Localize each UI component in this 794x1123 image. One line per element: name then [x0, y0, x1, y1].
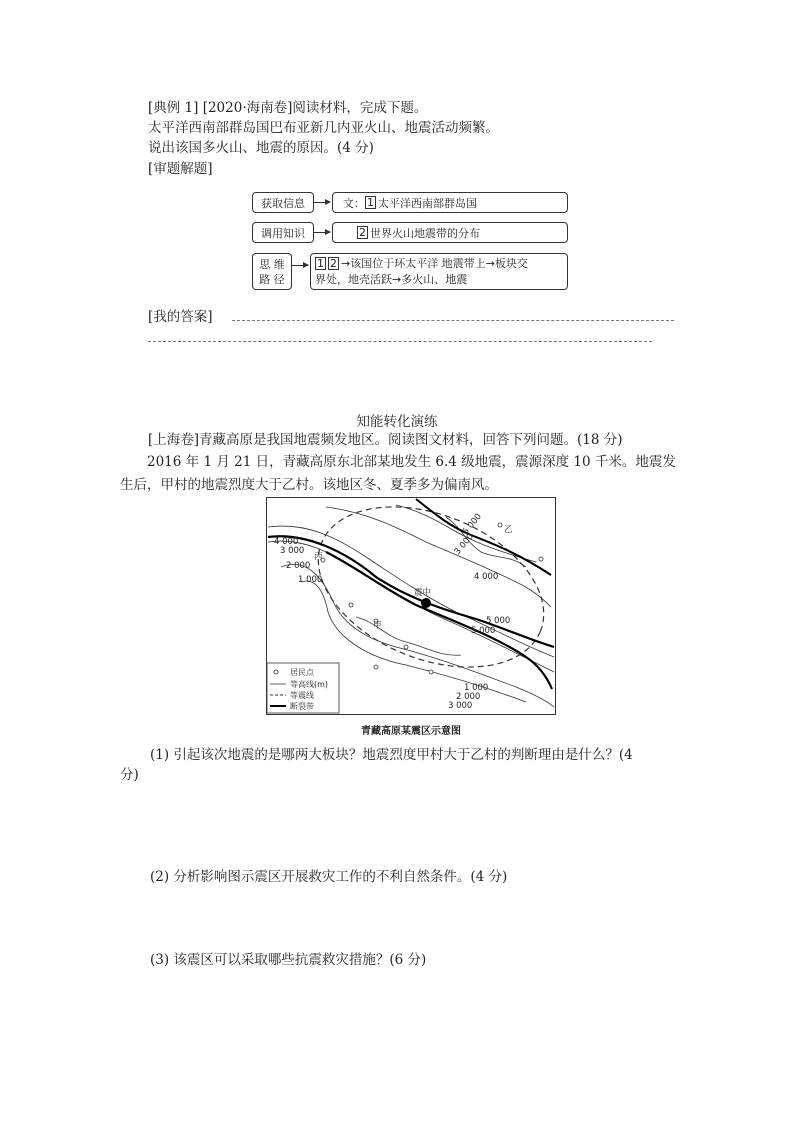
label-village-jia: 甲 — [373, 621, 382, 631]
contour-label: 1 000 — [464, 683, 489, 693]
flow-label-knowledge: 调用知识 — [252, 222, 314, 243]
legend-settlement-symbol — [274, 670, 278, 674]
settlement-marker — [429, 670, 433, 674]
flow-arrow-2 — [314, 232, 330, 233]
flow-label-path — [252, 253, 292, 290]
map-caption: 青藏高原某震区示意图 — [361, 726, 461, 737]
question-2: (2) 分析影响图示震区开展救灾工作的不利自然条件。(4 分) — [150, 869, 508, 885]
example-material: 太平洋西南部群岛国巴布亚新几内亚火山、地震活动频繁。 — [148, 120, 499, 136]
settlement-marker — [374, 665, 378, 669]
example-heading: [典例 1] [2020·海南卷]阅读材料，完成下题。 — [148, 100, 428, 116]
contour-label: 3 000 — [448, 701, 473, 711]
answer-line-2[interactable] — [148, 341, 652, 342]
settlement-marker — [349, 603, 353, 607]
label-epicenter: 震中 — [414, 588, 432, 598]
settlement-marker — [404, 645, 408, 649]
flow-arrow-1 — [314, 202, 330, 203]
contour-label: 5 000 — [471, 626, 496, 636]
label-village-bing: 丙 — [314, 552, 323, 562]
flow-content-1-text: 太平洋西南部群岛国 — [378, 196, 477, 210]
contour-label: 4 000 — [474, 572, 499, 582]
practice-paragraph: 2016 年 1 月 21 日，青藏高原东北部某地发生 6.4 级地震，震源深度 10 千米。地震发生后，甲村的地震烈度大于乙村。该地区冬、夏季多为偏南风。 — [120, 454, 676, 493]
question-1: (1) 引起该次地震的是哪两大板块？地震烈度甲村大于乙村的判断理由是什么？(4 — [150, 747, 633, 763]
flow-content-3-text-a: →该国位于环太平洋 地震带上→板块交 — [341, 256, 528, 270]
earthquake-region-map — [266, 497, 556, 715]
contour-label: 5 000 — [486, 616, 511, 626]
settlement-marker — [498, 523, 502, 527]
practice-title: 知能转化演练 — [356, 414, 438, 430]
contour-label: 3 000 — [280, 546, 305, 556]
legend-isoseismal-label: 等震线 — [290, 691, 314, 700]
flow-content-2 — [332, 222, 568, 243]
flow-content-3-line1 — [315, 256, 528, 272]
flow-label-path-b: 路 径 — [259, 272, 285, 286]
contour-label: 1 000 — [298, 575, 323, 585]
legend-contour-label: 等高线(m) — [290, 680, 329, 689]
practice-intro: [上海卷]青藏高原是我国地震频发地区。阅读图文材料，回答下列问题。(18 分) — [148, 432, 623, 448]
answer-label: [我的答案] — [148, 309, 213, 325]
flow-content-2-text: 世界火山地震带的分布 — [370, 226, 480, 240]
flow-arrow-3 — [292, 265, 308, 266]
number-box-1: 1 — [367, 196, 374, 209]
settlement-marker — [539, 557, 543, 561]
contour-label: 2 000 — [456, 692, 481, 702]
label-village-yi: 乙 — [504, 525, 513, 535]
flow-content-3 — [310, 253, 568, 290]
flow-label-path-a: 思 维 — [259, 257, 285, 271]
number-box-1b: 1 — [317, 256, 324, 270]
number-box-2b: 2 — [330, 256, 337, 270]
epicenter-marker — [421, 598, 431, 608]
legend-fault-label: 断裂带 — [290, 702, 314, 711]
question-1-cont: 分) — [120, 767, 139, 783]
number-box-2: 2 — [359, 226, 366, 239]
flow-content-1 — [332, 192, 568, 213]
answer-line-1[interactable] — [232, 320, 674, 321]
question-3: (3) 该震区可以采取哪些抗震救灾措施？(6 分) — [150, 952, 427, 968]
contour-label: 3 000 — [452, 531, 476, 557]
section-title-analysis: [审题解题] — [148, 161, 213, 177]
legend-settlement-label: 居民点 — [290, 668, 314, 677]
flow-label-get-info: 获取信息 — [252, 192, 314, 213]
flow-content-3-text-b: 界处，地壳活跃→多火山、地震 — [315, 272, 468, 286]
example-question: 说出该国多火山、地震的原因。(4 分) — [148, 140, 374, 156]
flow-content-1-prefix: 文： — [343, 196, 365, 210]
contour-label: 4 000 — [274, 537, 299, 547]
contour-label: 2 000 — [286, 561, 311, 571]
contour-label: 6 000 — [460, 511, 484, 537]
